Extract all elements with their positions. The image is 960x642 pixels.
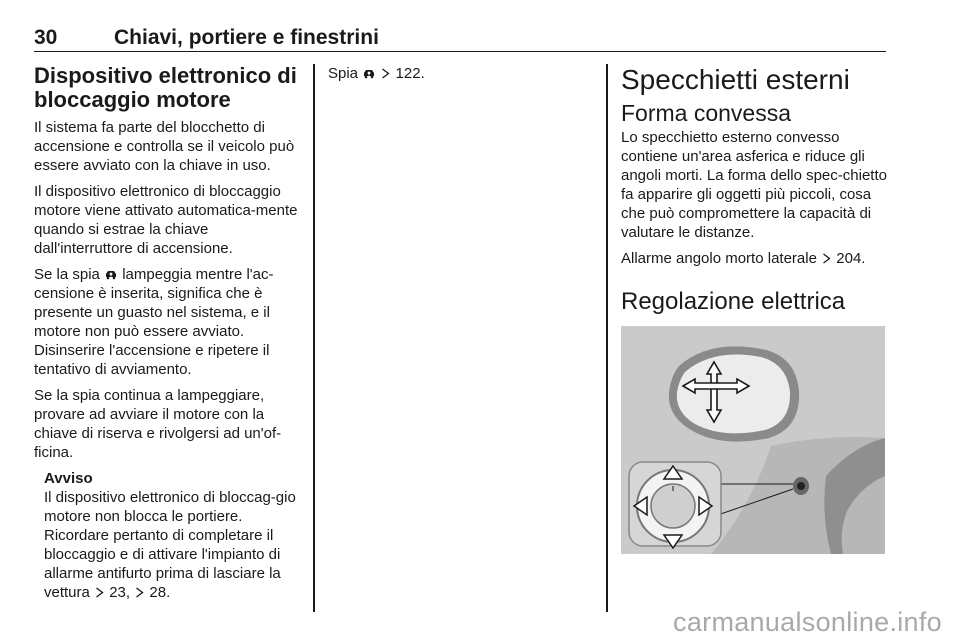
watermark: carmanualsonline.info (673, 607, 942, 637)
car-key-warning-icon (363, 67, 375, 79)
notice-title: Avviso (44, 470, 93, 487)
notice-body (44, 488, 302, 602)
paragraph: Il sistema fa parte del blocchetto di accensione e controlla se il veicolo può essere avviato con la chiave in uso. (34, 119, 295, 174)
text: lampeggia mentre l'ac-censione è inserita, significa che è presente un guasto nel sistema, e il motore non può essere avviato. Disinserire l'accensione e ripetere il tentativo di avviamento. (34, 266, 274, 378)
car-key-warning-icon (105, 268, 117, 280)
column-mirrors (621, 64, 889, 554)
page-reference-link[interactable]: 122. (395, 65, 425, 82)
page-reference-arrow-icon[interactable] (381, 68, 390, 79)
column-continuation (328, 64, 598, 90)
column-divider (606, 64, 608, 612)
column-immobilizer (34, 64, 302, 609)
subsection-title: Forma convessa (621, 100, 792, 126)
page-number: 30 (34, 26, 58, 49)
page-reference-arrow-icon[interactable] (95, 587, 104, 598)
page-reference-link[interactable]: 23, (109, 584, 131, 601)
page-reference-link[interactable]: 28. (149, 584, 171, 601)
text: Il dispositivo elettronico di bloccag-gio motore non blocca le portiere. Ricordare pertanto di completare il bloccaggio e di attivare l'impianto di allarme antifurto prima di lasciare la vettura (44, 489, 296, 601)
paragraph: Se la spia continua a lampeggiare, provare ad avviare il motore con la chiave di riserva e rivolgersi ad un'of-ficina. (34, 387, 282, 461)
paragraph: Lo specchietto esterno convesso contiene un'area asferica e riduce gli angoli morti. La forma dello spec-chietto fa apparire gli oggetti più piccoli, cosa che può compromettere la capacità di valutare le distanze. (621, 129, 887, 241)
column-divider (313, 64, 315, 612)
page-header (34, 26, 886, 52)
paragraph-blind-spot (621, 249, 889, 268)
page-reference-link[interactable]: 204. (836, 250, 866, 267)
section-title: Specchietti esterni (621, 64, 850, 95)
page-reference-arrow-icon[interactable] (135, 587, 144, 598)
paragraph-warning-light (34, 265, 302, 379)
section-title-line2: bloccaggio motore (34, 87, 231, 112)
mirror-adjustment-drawing (621, 326, 885, 554)
notice-box (44, 469, 302, 602)
mirror-adjustment-illustration (621, 326, 885, 554)
text: Se la spia (34, 266, 100, 283)
paragraph-spia (328, 64, 598, 83)
section-title (34, 64, 302, 112)
chapter-title: Chiavi, portiere e finestrini (114, 26, 379, 49)
text: Spia (328, 65, 359, 82)
section-title-line1: Dispositivo elettronico di (34, 63, 297, 88)
text: Allarme angolo morto laterale (621, 250, 817, 267)
page-reference-arrow-icon[interactable] (822, 253, 831, 264)
paragraph: Il dispositivo elettronico di bloccaggio motore viene attivato automatica-mente quando si estrae la chiave dall'interruttore di accensione. (34, 183, 298, 257)
subsection-title: Regolazione elettrica (621, 288, 846, 315)
